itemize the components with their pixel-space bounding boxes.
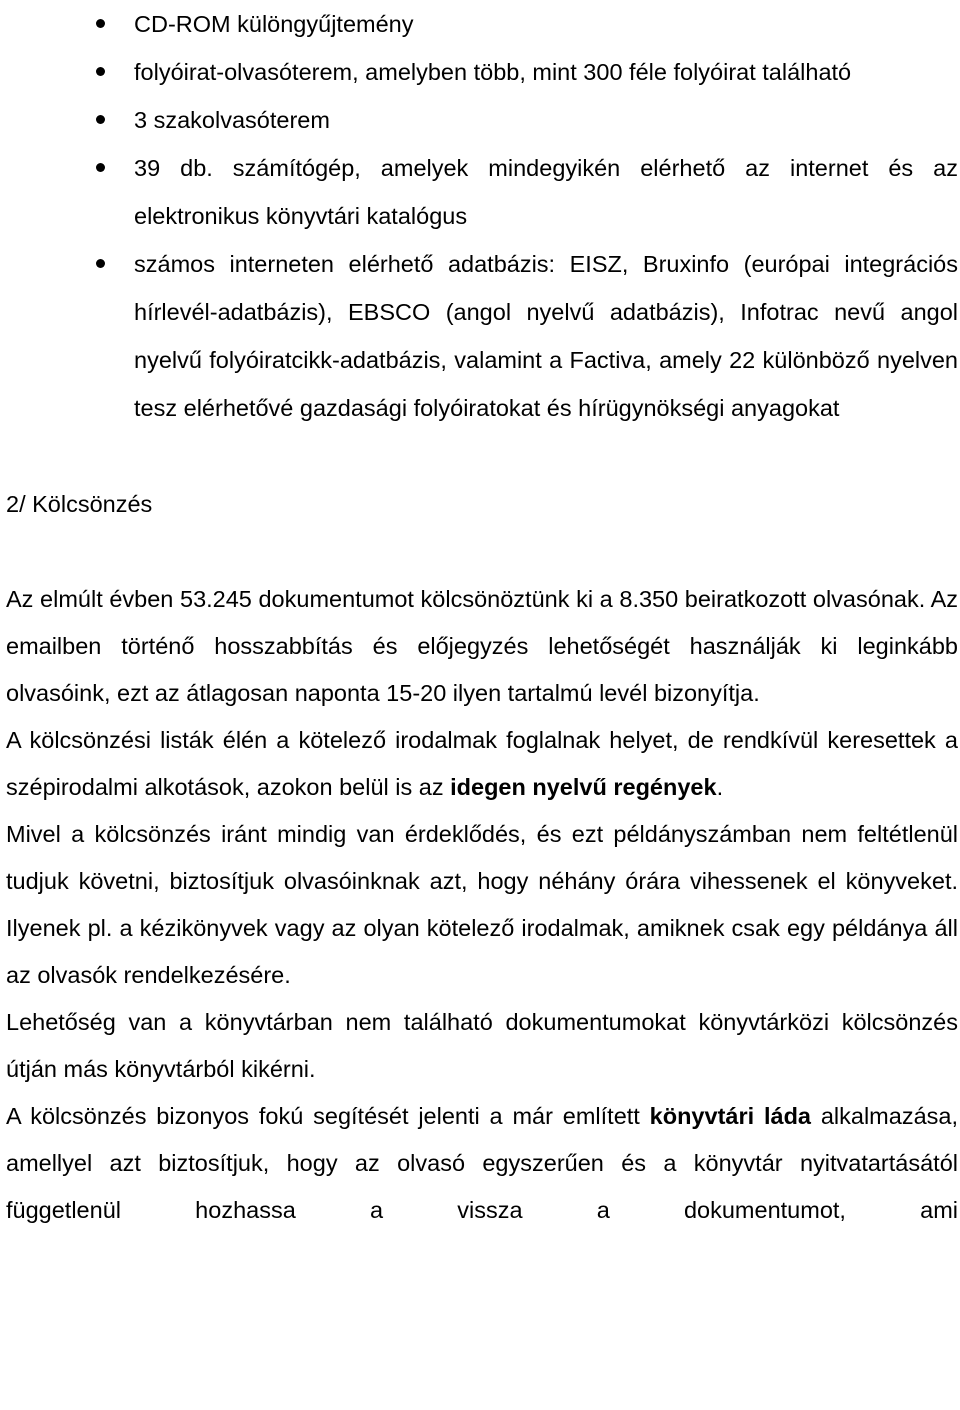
- paragraph-text: A kölcsönzés bizonyos fokú segítését jelenti a már említett: [6, 1103, 650, 1129]
- paragraph-book-drop: [6, 1093, 958, 1234]
- bullet-icon: [96, 259, 105, 268]
- list-item-text: 39 db. számítógép, amelyek mindegyikén elérhető az internet és az elektronikus könyvtári katalógus: [134, 155, 958, 229]
- bullet-icon: [96, 19, 105, 28]
- paragraph-loan-statistics: Az elmúlt évben 53.245 dokumentumot kölcsönöztünk ki a 8.350 beiratkozott olvasónak. Az emailben történő hosszabbítás és előjegyzés lehetőségét használják ki leginkább olvasóink, ezt az átlagosan naponta 15-20 ilyen tartalmú levél bizonyítja.: [6, 586, 958, 706]
- section-heading: 2/ Kölcsönzés: [6, 491, 153, 517]
- list-item: [6, 96, 958, 144]
- paragraph-text: .: [716, 774, 724, 800]
- paragraph-loan-lists: [6, 717, 958, 811]
- bullet-icon: [96, 163, 105, 172]
- emphasis-text: idegen nyelvű regények: [450, 774, 717, 800]
- services-bullet-list: [6, 0, 958, 432]
- list-item: [6, 0, 958, 48]
- paragraph-short-loans: Mivel a kölcsönzés iránt mindig van érdeklődés, és ezt példányszámban nem feltétlenül tudjuk követni, biztosítjuk olvasóinknak azt, hogy néhány órára vihessenek el könyveket. Ilyenek pl. a kézikönyvek vagy az olyan kötelező irodalmak, amiknek csak egy példánya áll az olvasók rendelkezésére.: [6, 821, 958, 988]
- paragraph-text: A kölcsönzési listák élén a kötelező irodalmak foglalnak helyet, de rendkívül keresettek a szépirodalmi alkotások, azokon belül is az: [6, 727, 958, 800]
- emphasis-text: könyvtári láda: [649, 1103, 812, 1129]
- list-item-text: folyóirat-olvasóterem, amelyben több, mint 300 féle folyóirat található: [134, 59, 852, 85]
- bullet-icon: [96, 67, 105, 76]
- paragraph-interlibrary-loan: Lehetőség van a könyvtárban nem található dokumentumokat könyvtárközi kölcsönzés útján más könyvtárból kikérni.: [6, 1009, 958, 1082]
- document-page: [6, 0, 958, 1234]
- list-item-text: számos interneten elérhető adatbázis: EISZ, Bruxinfo (európai integrációs hírlevél-adatbázis), EBSCO (angol nyelvű adatbázis), Infotrac nevű angol nyelvű folyóiratcikk-adatbázis, valamint a Factiva, amely 22 különböző nyelven tesz elérhetővé gazdasági folyóiratokat és hírügynökségi anyagokat: [134, 251, 958, 421]
- list-item-text: CD-ROM különgyűjtemény: [134, 11, 414, 37]
- paragraph-text: alkalmazása, amellyel azt biztosítjuk, hogy az olvasó egyszerűen és a könyvtár nyitvatartásától függetlenül hozhassa a vissza a dokumentumot, ami: [6, 1103, 958, 1223]
- list-item: [6, 240, 958, 432]
- list-item: [6, 144, 958, 240]
- list-item-text: 3 szakolvasóterem: [134, 107, 330, 133]
- bullet-icon: [96, 115, 105, 124]
- list-item: [6, 48, 958, 96]
